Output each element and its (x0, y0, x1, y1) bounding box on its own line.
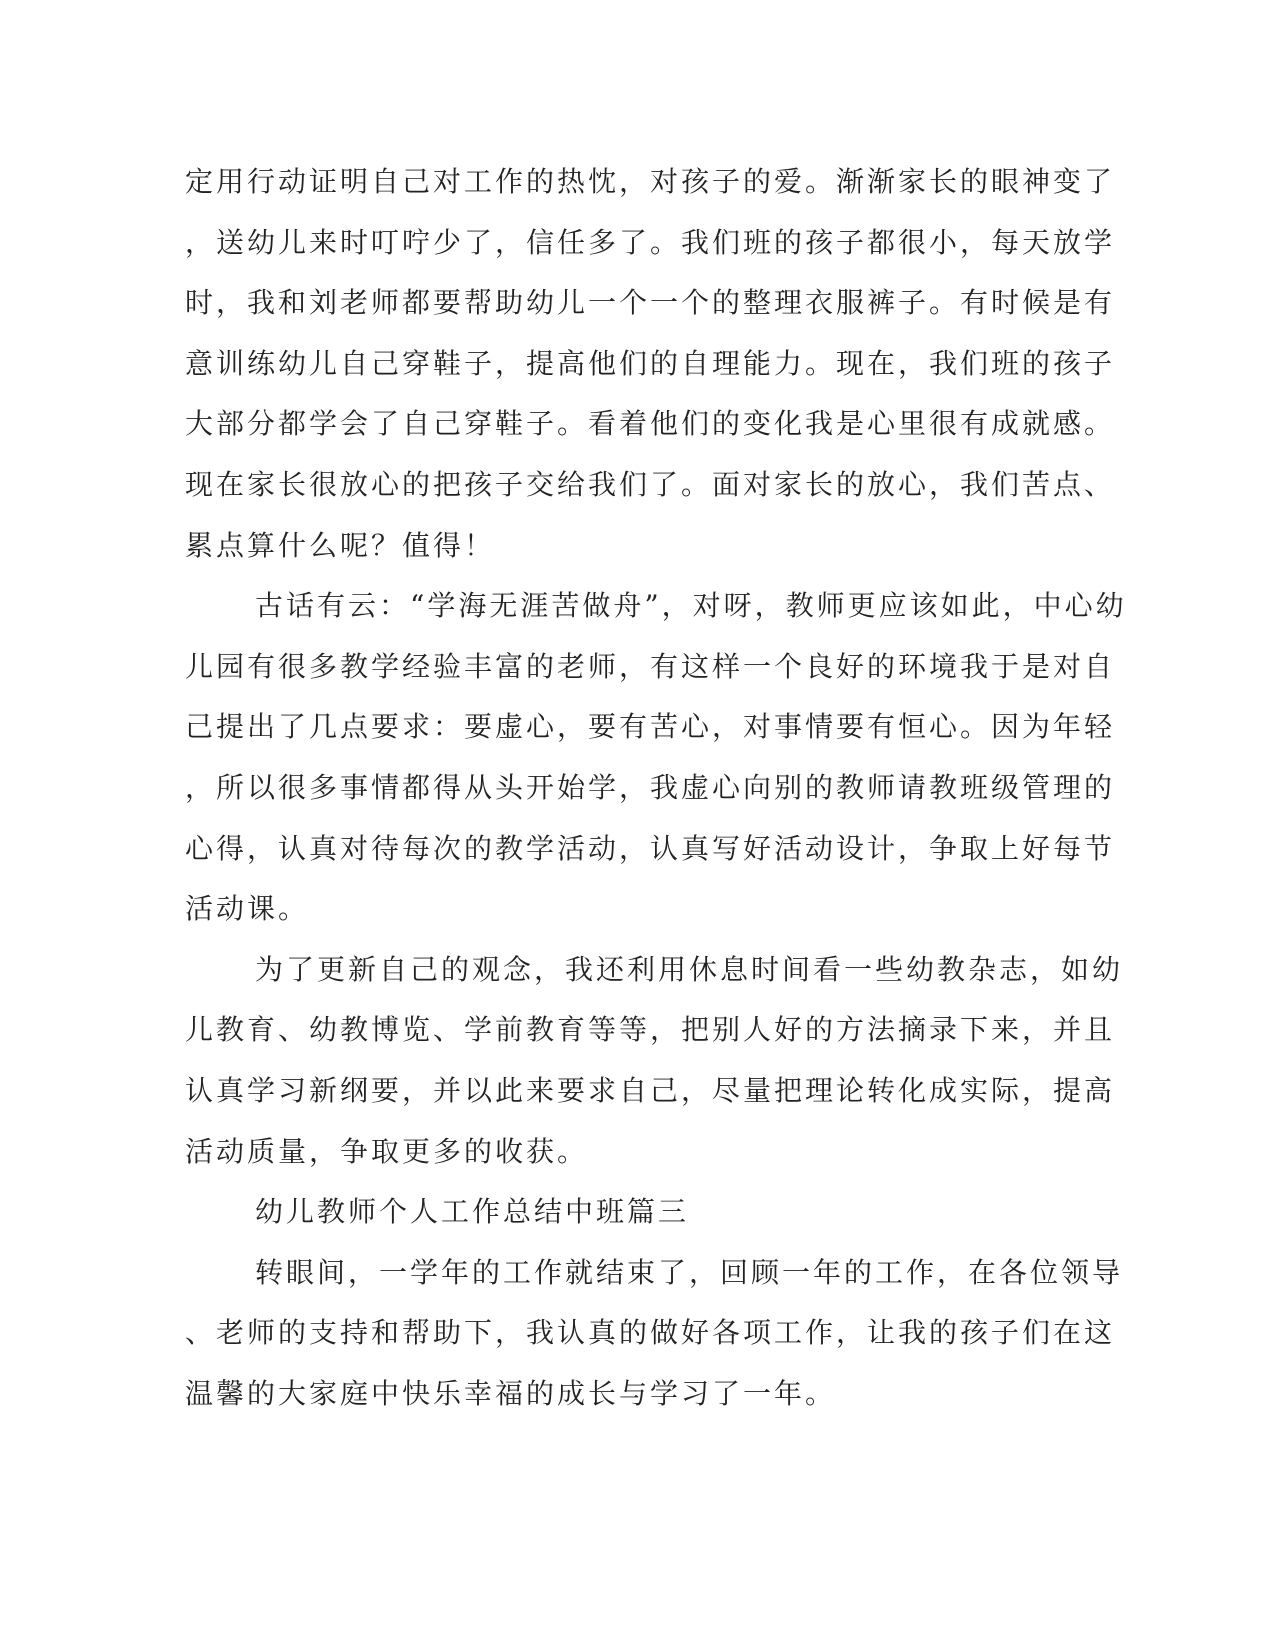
section-heading: 幼儿教师个人工作总结中班篇三 (255, 1195, 690, 1229)
text-line: 、老师的支持和帮助下，我认真的做好各项工作，让我的孩子们在这 (185, 1316, 1116, 1350)
text-line: 儿教育、幼教博览、学前教育等等，把别人好的方法摘录下来，并且 (185, 1013, 1116, 1047)
paragraph-first-line: 为了更新自己的观念，我还利用休息时间看一些幼教杂志，如幼 (255, 952, 1124, 986)
text-line: 时，我和刘老师都要帮助幼儿一个一个的整理衣服裤子。有时候是有 (185, 286, 1116, 320)
text-line: 累点算什么呢？值得！ (185, 528, 496, 562)
text-line: 现在家长很放心的把孩子交给我们了。面对家长的放心，我们苦点、 (185, 467, 1116, 501)
text-line: ，所以很多事情都得从头开始学，我虚心向别的教师请教班级管理的 (185, 770, 1116, 804)
text-line: ，送幼儿来时叮咛少了，信任多了。我们班的孩子都很小，每天放学 (185, 225, 1116, 259)
text-line: 温馨的大家庭中快乐幸福的成长与学习了一年。 (185, 1376, 837, 1410)
text-line: 意训练幼儿自己穿鞋子，提高他们的自理能力。现在，我们班的孩子 (185, 346, 1116, 380)
paragraph-first-line: 古话有云：“学海无涯苦做舟”，对呀，教师更应该如此，中心幼 (255, 589, 1127, 623)
text-line: 儿园有很多教学经验丰富的老师，有这样一个良好的环境我于是对自 (185, 649, 1116, 683)
text-line: 己提出了几点要求：要虚心，要有苦心，对事情要有恒心。因为年轻 (185, 710, 1116, 744)
text-line: 活动课。 (185, 892, 310, 926)
text-line: 认真学习新纲要，并以此来要求自己，尽量把理论转化成实际，提高 (185, 1073, 1116, 1107)
text-line: 心得，认真对待每次的教学活动，认真写好活动设计，争取上好每节 (185, 831, 1116, 865)
paragraph-first-line: 转眼间，一学年的工作就结束了，回顾一年的工作，在各位领导 (255, 1255, 1124, 1289)
document-body (185, 158, 1127, 1430)
text-line: 活动质量，争取更多的收获。 (185, 1134, 589, 1168)
text-line: 大部分都学会了自己穿鞋子。看着他们的变化我是心里很有成就感。 (185, 407, 1116, 441)
text-line: 定用行动证明自己对工作的热忱，对孩子的爱。渐渐家长的眼神变了 (185, 165, 1116, 198)
